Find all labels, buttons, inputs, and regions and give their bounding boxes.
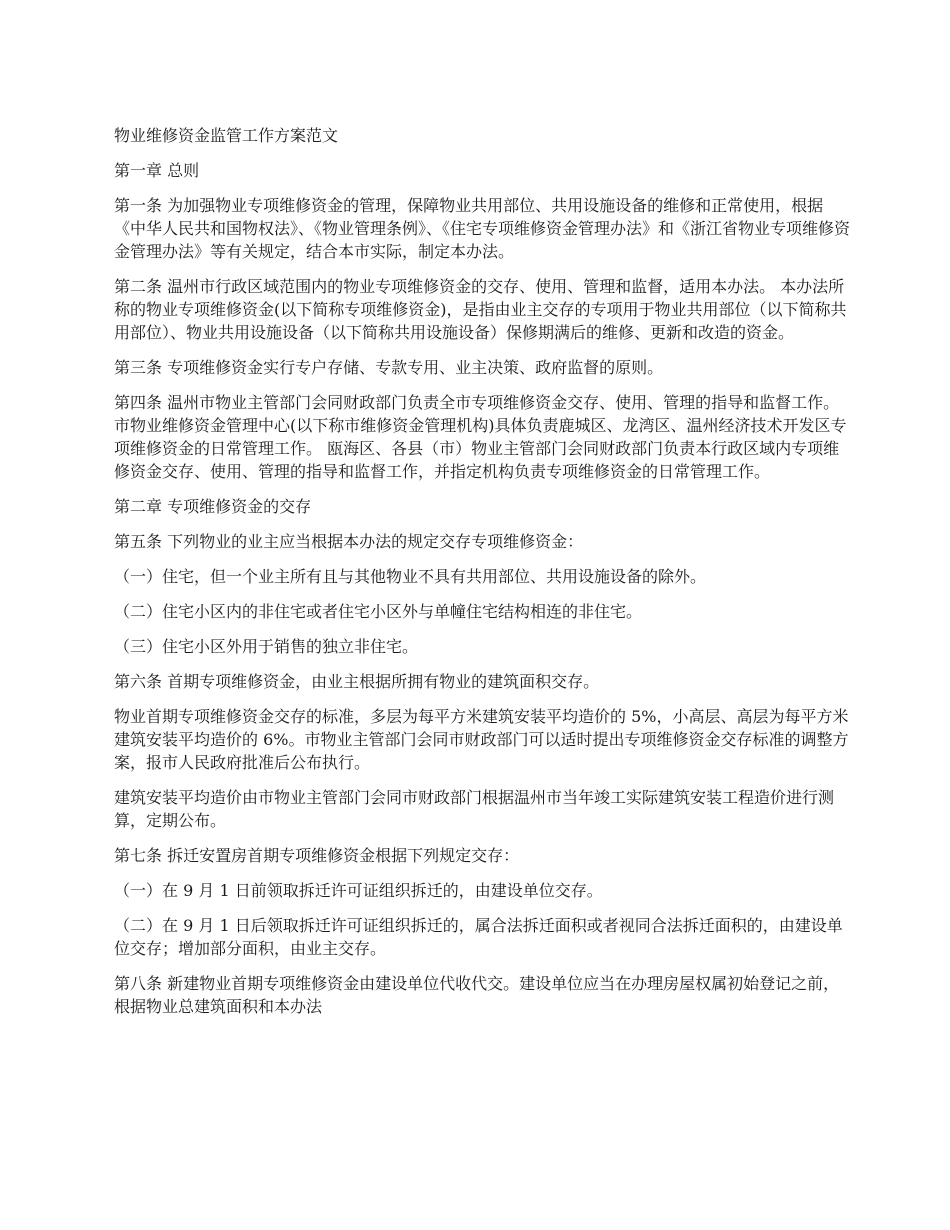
list-item: （一）在 9 月 1 日前领取拆迁许可证组织拆迁的，由建设单位交存。 — [114, 881, 603, 900]
paragraph: 第七条 拆迁安置房首期专项维修资金根据下列规定交存： — [114, 846, 520, 865]
paragraph: 第三条 专项维修资金实行专户存储、专款专用、业主决策、政府监督的原则。 — [114, 358, 664, 377]
document-title: 物业维修资金监管工作方案范文 — [114, 126, 339, 145]
list-item: （二）在 9 月 1 日后领取拆迁许可证组织拆迁的，属合法拆迁面积或者视同合法拆迁面积的，由建设单位交存；增加部分面积，由业主交存。 — [114, 916, 843, 958]
paragraph: 建筑安装平均造价由市物业主管部门会同市财政部门根据温州市当年竣工实际建筑安装工程造价进行测算，定期公布。 — [114, 788, 835, 830]
paragraph: 第一条 为加强物业专项维修资金的管理，保障物业共用部位、共用设施设备的维修和正常使用，根据《中华人民共和国物权法》、《物业管理条例》、《住宅专项维修资金管理办法》和《浙江省物业专项维修资金管理办法》等有关规定，结合本市实际，制定本办法。 — [114, 196, 851, 261]
list-item: （二）住宅小区内的非住宅或者住宅小区外与单幢住宅结构相连的非住宅。 — [114, 602, 643, 621]
paragraph: 第四条 温州市物业主管部门会同财政部门负责全市专项维修资金交存、使用、管理的指导和监督工作。市物业维修资金管理中心(以下称市维修资金管理机构)具体负责鹿城区、龙湾区、温州经济技术开发区专项维修资金的日常管理工作。 瓯海区、各县（市）物业主管部门会同财政部门负责本行政区域内专项维修资金交存、使用、管理的指导和监督工作，并指定机构负责专项维修资金的日常管理工作。 — [114, 393, 847, 481]
chapter-heading: 第二章 专项维修资金的交存 — [114, 497, 312, 516]
list-item: （一）住宅，但一个业主所有且与其他物业不具有共用部位、共用设施设备的除外。 — [114, 567, 707, 586]
list-item: （三）住宅小区外用于销售的独立非住宅。 — [114, 637, 419, 656]
chapter-heading: 第一章 总则 — [114, 161, 200, 180]
paragraph: 第二条 温州市行政区域范围内的物业专项维修资金的交存、使用、管理和监督，适用本办法。 本办法所称的物业专项维修资金(以下简称专项维修资金)，是指由业主交存的专项用于物业共用部位（以下简称共用部位）、物业共用设施设备（以下简称共用设施设备）保修期满后的维修、更新和改造的资金。 — [114, 277, 847, 342]
paragraph: 第六条 首期专项维修资金，由业主根据所拥有物业的建筑面积交存。 — [114, 672, 600, 691]
paragraph: 物业首期专项维修资金交存的标准，多层为每平方米建筑安装平均造价的 5%，小高层、高层为每平方米建筑安装平均造价的 6%。市物业主管部门会同市财政部门可以适时提出专项维修资金交存标准的调整方案，报市人民政府批准后公布执行。 — [114, 707, 849, 772]
paragraph: 第八条 新建物业首期专项维修资金由建设单位代收代交。建设单位应当在办理房屋权属初始登记之前，根据物业总建筑面积和本办法 — [114, 974, 840, 1016]
paragraph: 第五条 下列物业的业主应当根据本办法的规定交存专项维修资金： — [114, 532, 584, 551]
document-page — [114, 124, 854, 1030]
